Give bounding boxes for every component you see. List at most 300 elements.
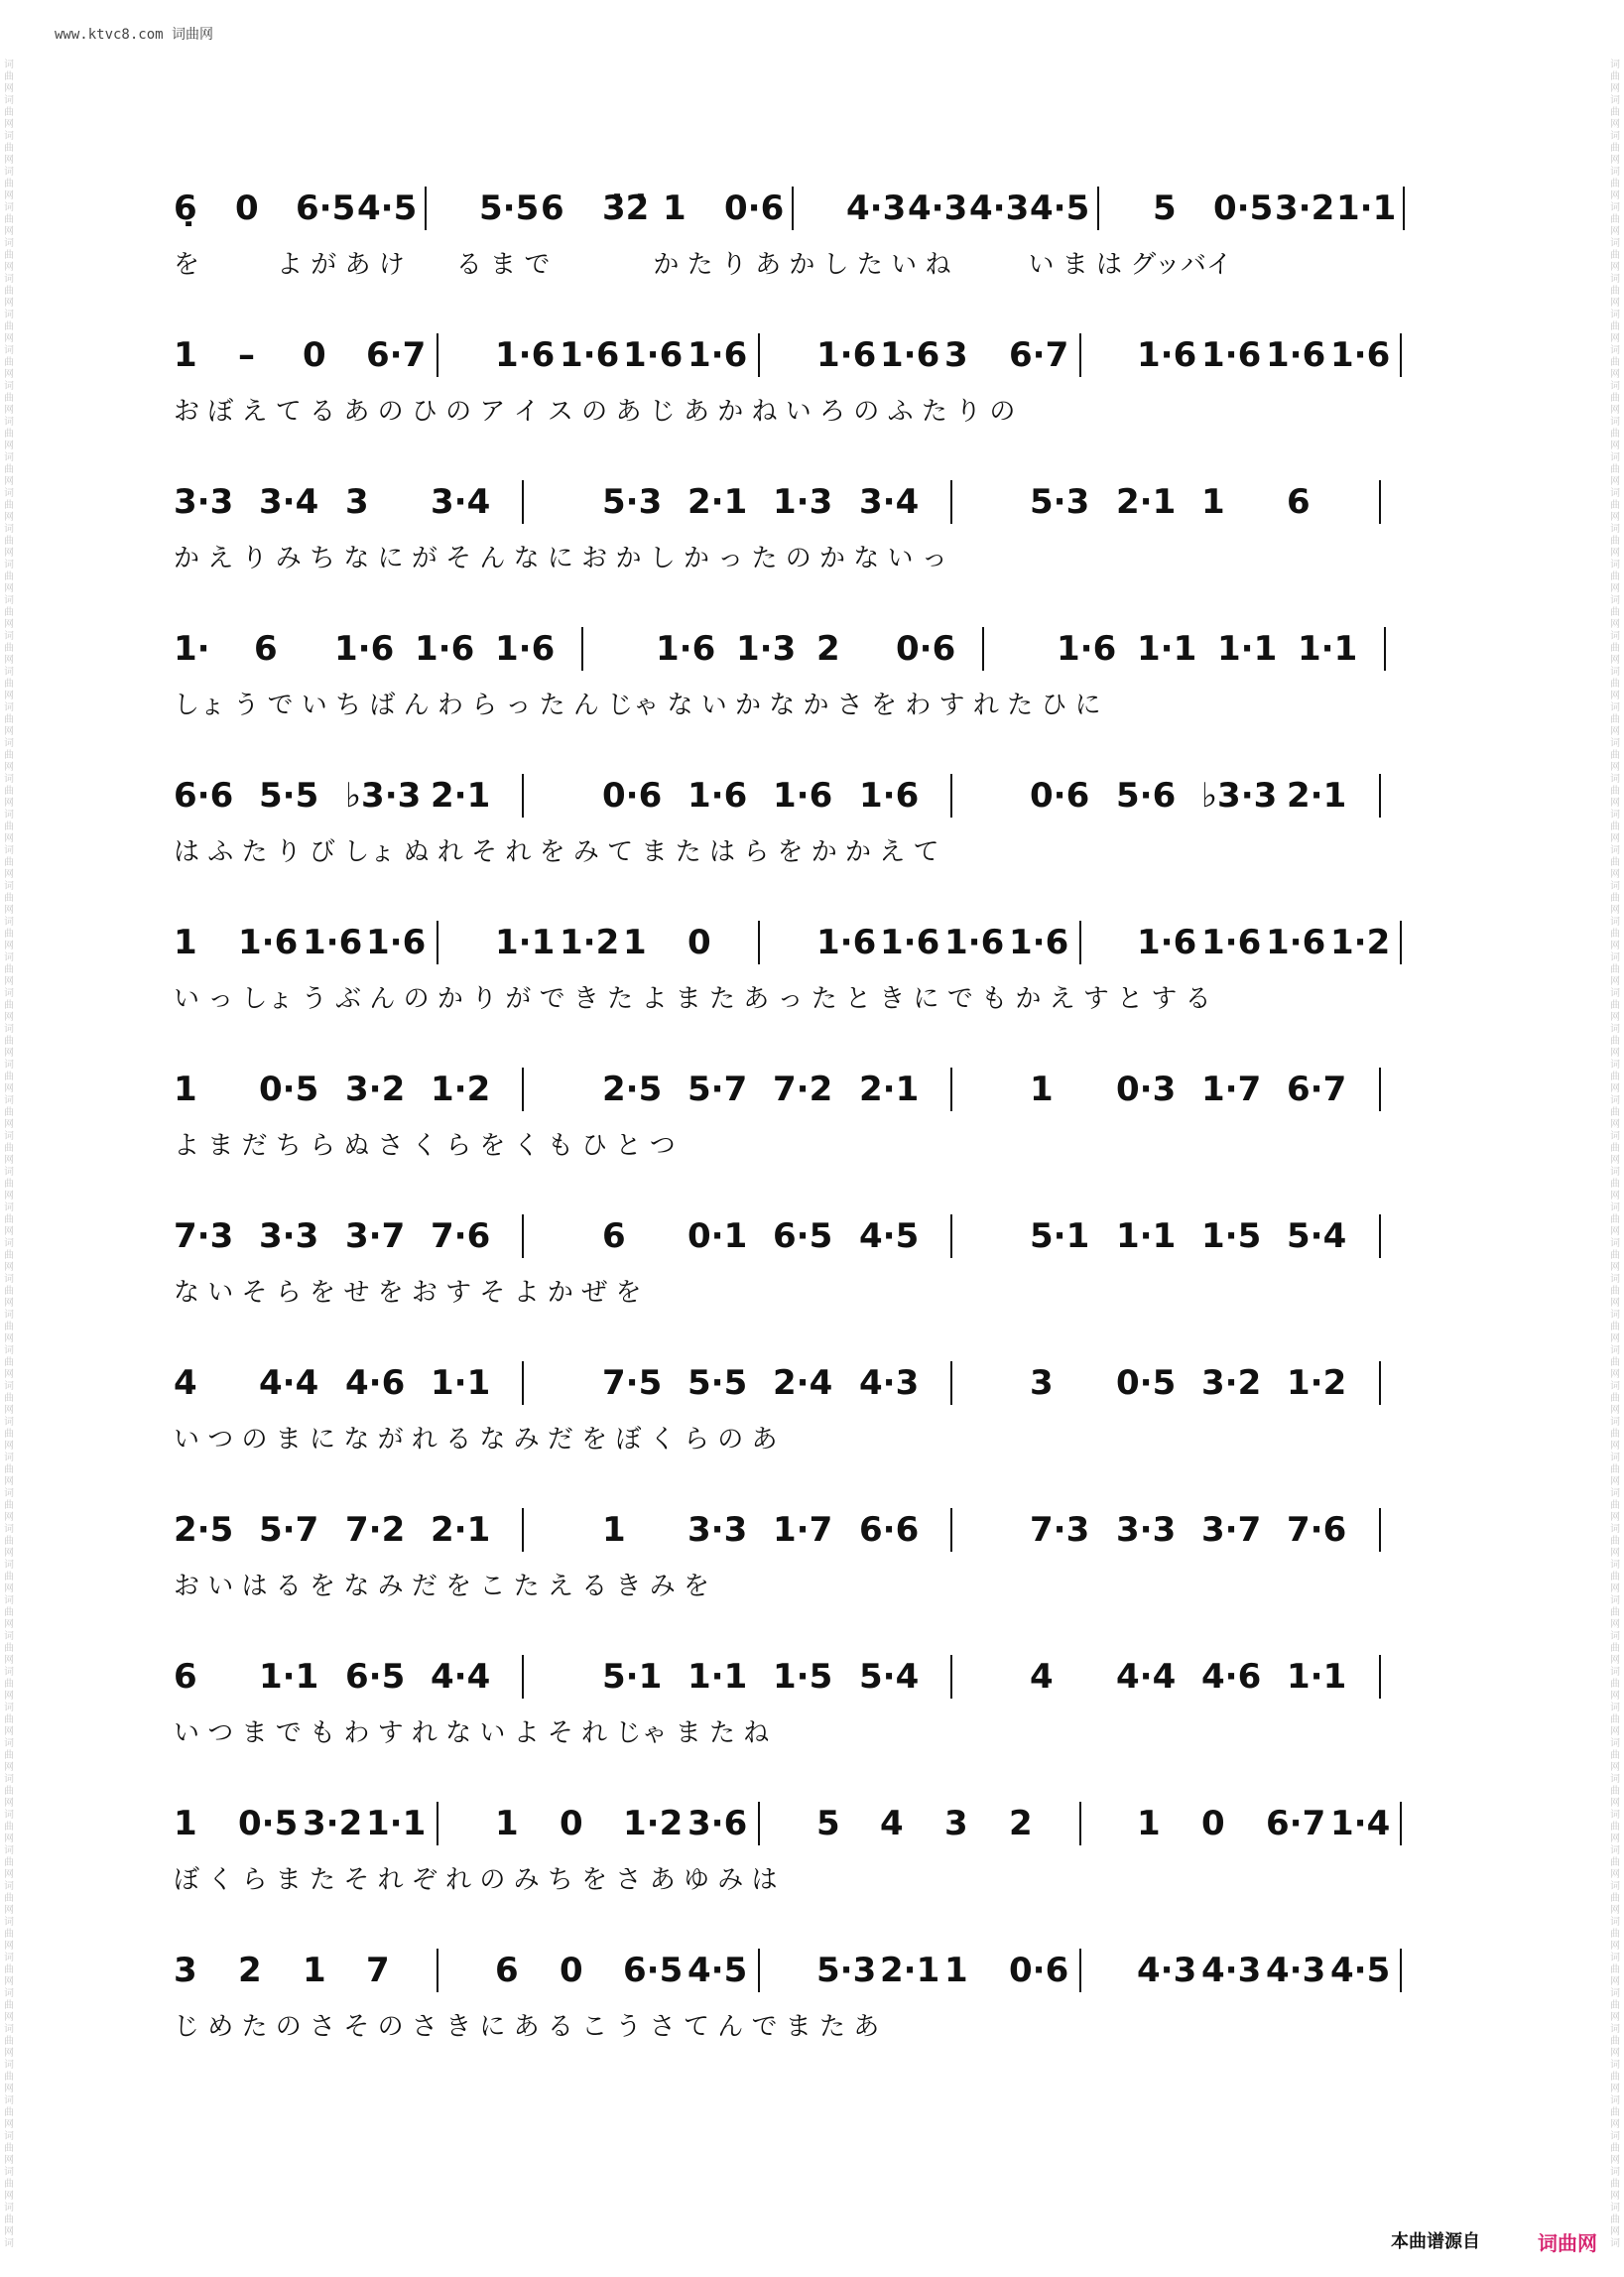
watermark-glyph: 网 [4,548,14,559]
watermark-glyph: 词 [4,917,14,928]
watermark-glyph: 词 [1610,1845,1620,1856]
watermark-glyph: 词 [4,1488,14,1499]
watermark-glyph: 词 [1610,774,1620,785]
note-group: 0·6 [1009,1951,1069,1990]
watermark-glyph: 曲 [4,1250,14,1261]
note-group: 1·6 [238,923,299,962]
barline [792,187,794,230]
watermark-glyph: 词 [1610,1310,1620,1321]
watermark-glyph: 曲 [4,822,14,832]
watermark-glyph: 曲 [4,1286,14,1297]
watermark-glyph: 网 [1610,762,1620,773]
watermark-glyph: 曲 [4,2107,14,2118]
watermark-glyph: 网 [4,1834,14,1844]
watermark-glyph: 词 [1610,1095,1620,1106]
note-group: 3·2 [1201,1363,1262,1403]
note-group: 2·1 [431,1510,491,1550]
note-group: 1 [944,1951,968,1990]
note-group: 1·1 [1137,629,1197,669]
watermark-glyph: 曲 [4,1107,14,1118]
note-group: 1·1 [687,1657,748,1697]
watermark-glyph: 网 [1610,2191,1620,2202]
watermark-glyph: 曲 [4,1786,14,1797]
watermark-glyph: 网 [4,1048,14,1059]
note-group: 3·3 [687,1510,748,1550]
watermark-glyph: 曲 [1610,1179,1620,1190]
watermark-glyph: 网 [4,262,14,273]
watermark-glyph: 词 [1610,1202,1620,1213]
watermark-glyph: 词 [4,1024,14,1035]
barline [522,1214,524,1258]
note-group: 2·5 [174,1510,234,1550]
note-group: 1·6 [303,923,363,962]
watermark-glyph: 网 [4,1226,14,1237]
watermark-glyph: 网 [4,762,14,773]
note-group: 6·6 [174,776,234,816]
note-group: 1·6 [687,335,748,375]
note-group: 1·6 [1266,335,1326,375]
note-group: 2·1 [880,1951,940,1990]
watermark-glyph: 网 [1610,1262,1620,1273]
note-group: 1·6 [1057,629,1117,669]
watermark-glyph: 词 [1610,1238,1620,1249]
watermark-glyph: 曲 [1610,500,1620,511]
watermark-glyph: 网 [4,1512,14,1523]
watermark-glyph: 曲 [4,143,14,154]
watermark-glyph: 曲 [1610,1643,1620,1654]
note-group: 0·6 [724,189,785,228]
note-group: 3·3 [259,1216,319,1256]
lyrics-line [174,532,1458,583]
note-group: 4·4 [259,1363,319,1403]
notation-line [174,325,1458,385]
note-group: 1·3 [736,629,797,669]
watermark-glyph: 网 [1610,976,1620,987]
watermark-glyph: 网 [4,726,14,737]
watermark-glyph: 曲 [4,1929,14,1940]
note-group: 0·5 [1116,1363,1177,1403]
watermark-glyph: 网 [1610,1119,1620,1130]
watermark-glyph: 词 [1610,60,1620,70]
watermark-glyph: 网 [4,369,14,380]
note-group: 1·6 [1009,923,1069,962]
note-group: 6 [254,629,278,669]
barline [1400,333,1402,377]
watermark-glyph: 网 [1610,1012,1620,1023]
watermark-glyph: 词 [4,595,14,606]
watermark-glyph: 网 [1610,1655,1620,1666]
watermark-glyph: 曲 [4,1714,14,1725]
watermark-glyph: 词 [4,667,14,678]
barline [1079,333,1081,377]
watermark-glyph: 词 [4,810,14,821]
watermark-glyph: 词 [4,60,14,70]
watermark-glyph: 词 [1610,1703,1620,1713]
watermark-glyph: 曲 [1610,1607,1620,1618]
watermark-glyph: 曲 [1610,857,1620,868]
watermark-glyph: 曲 [1610,536,1620,547]
barline [581,627,583,671]
note-group: 5 [1153,189,1177,228]
note-group: 3 [944,1804,968,1843]
lyrics-line [174,238,1458,290]
watermark-glyph: 曲 [4,786,14,797]
watermark-glyph: 曲 [4,2179,14,2190]
watermark-glyph: 网 [4,1119,14,1130]
note-group: 1 [495,1804,519,1843]
watermark-glyph: 曲 [1610,607,1620,618]
watermark-glyph: 曲 [1610,2072,1620,2083]
watermark-glyph: 词 [1610,131,1620,142]
watermark-glyph: 网 [4,976,14,987]
watermark-glyph: 网 [4,512,14,523]
watermark-glyph: 词 [1610,2131,1620,2142]
barline [1379,480,1381,524]
watermark-glyph: 曲 [4,893,14,904]
note-group: 2·5 [602,1070,663,1109]
watermark-glyph: 曲 [1610,2143,1620,2154]
watermark-glyph: 词 [4,988,14,999]
note-group: 3·7 [345,1216,406,1256]
note-group: 4 [174,1363,197,1403]
watermark-glyph: 曲 [1610,357,1620,368]
watermark-glyph: 网 [1610,2084,1620,2094]
note-group: 6·7 [1266,1804,1326,1843]
barline [1403,187,1405,230]
watermark-glyph: 曲 [1610,2000,1620,2011]
watermark-glyph: 网 [4,1905,14,1916]
note-group: 1·6 [687,776,748,816]
note-group: 6·6 [859,1510,920,1550]
barline [1379,1361,1381,1405]
note-group: 1·6 [366,923,427,962]
watermark-glyph: 词 [1610,702,1620,713]
watermark-glyph: 网 [1610,833,1620,844]
watermark-glyph: 网 [1610,941,1620,951]
watermark-glyph: 词 [1610,238,1620,249]
watermark-glyph: 词 [4,1274,14,1285]
watermark-glyph: 词 [1610,1453,1620,1463]
note-group: 1·2 [1330,923,1391,962]
note-group: 0·5 [1213,189,1274,228]
barline [950,774,952,818]
lyrics-line [174,825,1458,877]
watermark-glyph: 词 [1610,1345,1620,1356]
watermark-glyph: 词 [4,881,14,892]
barline [522,1361,524,1405]
watermark-glyph: 词 [1610,1274,1620,1285]
watermark-glyph: 网 [4,1369,14,1380]
watermark-glyph: 词 [4,1095,14,1106]
watermark-glyph: 网 [4,2012,14,2023]
watermark-glyph: 曲 [1610,1857,1620,1868]
watermark-glyph: 网 [4,869,14,880]
watermark-glyph: 网 [4,941,14,951]
watermark-glyph: 曲 [4,500,14,511]
note-group: 4·5 [1030,189,1090,228]
watermark-glyph: 网 [1610,262,1620,273]
notation-line [174,472,1458,532]
watermark-glyph: 曲 [1610,714,1620,725]
score-system [174,1206,1458,1353]
watermark-glyph: 曲 [1610,2214,1620,2225]
barline [425,187,427,230]
note-group: 4·3 [1266,1951,1326,1990]
score-system [174,619,1458,766]
watermark-glyph: 网 [1610,2012,1620,2023]
watermark-glyph: 网 [4,691,14,701]
note-group: 1·2 [431,1070,491,1109]
watermark-glyph: 曲 [1610,1750,1620,1761]
watermark-glyph: 网 [1610,798,1620,809]
note-group: 1·6 [880,923,940,962]
note-group: 6 [174,1657,197,1697]
watermark-glyph: 曲 [1610,1250,1620,1261]
watermark-glyph: 网 [4,583,14,594]
watermark-glyph: 词 [4,1810,14,1821]
note-group: 1·7 [1201,1070,1262,1109]
watermark-glyph: 曲 [4,214,14,225]
watermark-glyph: 网 [1610,1941,1620,1952]
note-group: 4·3 [1201,1951,1262,1990]
barline [1079,1802,1081,1845]
note-group: 1 [174,1070,197,1109]
watermark-glyph: 词 [4,131,14,142]
watermark-glyph: 网 [4,1476,14,1487]
barline [758,1802,760,1845]
watermark-glyph: 曲 [4,857,14,868]
watermark-glyph: 网 [4,1869,14,1880]
barline [950,1655,952,1699]
note-group: 1 [602,1510,626,1550]
watermark-glyph: 曲 [1610,679,1620,690]
note-group: 1·1 [1287,1657,1347,1697]
watermark-glyph: 词 [1610,452,1620,463]
watermark-glyph: 词 [1610,1595,1620,1606]
lyrics-text: は ふ た り び しょ ぬ れ そ れ を み て ま た は ら を か か え て [174,837,939,867]
watermark-glyph: 曲 [1610,1107,1620,1118]
watermark-glyph: 曲 [4,286,14,297]
watermark-glyph: 词 [1610,1131,1620,1142]
notation-line [174,179,1458,238]
watermark-glyph: 网 [1610,583,1620,594]
watermark-glyph: 词 [4,1953,14,1963]
barline [1379,1655,1381,1699]
watermark-glyph: 词 [1610,1060,1620,1071]
watermark-glyph: 曲 [4,250,14,261]
watermark-glyph: 曲 [1610,893,1620,904]
note-group: 2·1 [859,1070,920,1109]
watermark-glyph: 网 [4,1012,14,1023]
watermark-glyph: 曲 [1610,1572,1620,1582]
lyrics-line [174,1707,1458,1758]
note-group: 3·2 [345,1070,406,1109]
note-group: 3·4 [859,482,920,522]
watermark-glyph: 曲 [4,107,14,118]
watermark-glyph: 网 [4,798,14,809]
note-group: 4·4 [1116,1657,1177,1697]
watermark-glyph: 网 [1610,655,1620,666]
lyrics-line [174,1560,1458,1611]
note-group: 4·5 [357,189,418,228]
watermark-glyph: 曲 [4,1000,14,1011]
watermark-glyph: 曲 [1610,2107,1620,2118]
watermark-glyph: 网 [1610,548,1620,559]
watermark-glyph: 词 [4,2060,14,2071]
watermark-glyph: 词 [1610,1917,1620,1928]
watermark-glyph: 曲 [4,2036,14,2047]
watermark-glyph: 词 [4,560,14,570]
watermark-glyph: 曲 [1610,214,1620,225]
watermark-glyph: 网 [1610,869,1620,880]
watermark-glyph: 网 [4,1298,14,1309]
watermark-glyph: 词 [1610,917,1620,928]
note-group: 0·6 [896,629,956,669]
note-group: 3·2 [303,1804,363,1843]
watermark-glyph: 网 [4,1726,14,1737]
note-group: 1·6 [1330,335,1391,375]
barline [758,921,760,964]
score-system [174,1794,1458,1941]
note-group: 4·4 [431,1657,491,1697]
watermark-glyph: 网 [4,833,14,844]
notation-line [174,766,1458,825]
watermark-glyph: 网 [4,226,14,237]
watermark-glyph: 网 [1610,1834,1620,1844]
watermark-glyph: 词 [4,95,14,106]
note-group: 5·5 [479,189,540,228]
note-group: 0·6 [1030,776,1090,816]
watermark-glyph: 词 [1610,631,1620,642]
watermark-glyph: 词 [4,1845,14,1856]
barline [437,333,438,377]
watermark-glyph: 词 [4,845,14,856]
note-group: 0·5 [259,1070,319,1109]
barline [522,1655,524,1699]
watermark-glyph: 网 [4,2084,14,2094]
barline [437,1949,438,1992]
note-group: 1·6 [1201,335,1262,375]
watermark-glyph: 词 [4,1917,14,1928]
watermark-glyph: 曲 [4,2072,14,2083]
watermark-glyph: 词 [1610,2095,1620,2106]
watermark-glyph: 词 [4,1060,14,1071]
watermark-glyph: 网 [1610,155,1620,166]
barline [522,774,524,818]
watermark-glyph: 网 [4,1619,14,1630]
note-group: 3 [174,1951,197,1990]
note-group: 3 [345,482,369,522]
watermark-glyph: 词 [4,310,14,320]
note-group: 4 [880,1804,904,1843]
watermark-glyph: 词 [1610,2167,1620,2178]
watermark-glyph: 网 [4,1798,14,1809]
note-group: 1·6 [623,335,684,375]
watermark-glyph: 词 [4,1881,14,1892]
watermark-glyph: 网 [1610,1333,1620,1344]
watermark-glyph: 词 [4,381,14,392]
watermark-glyph: 曲 [1610,71,1620,82]
note-group: 5·3 [602,482,663,522]
score-system [174,1647,1458,1794]
barline [1079,1949,1081,1992]
watermark-glyph: 曲 [1610,1929,1620,1940]
note-group: 6·5 [623,1951,684,1990]
watermark-glyph: 词 [4,1667,14,1678]
barline [1097,187,1099,230]
watermark-glyph: 网 [1610,83,1620,94]
note-group: 1·6 [816,335,877,375]
note-group: 0 [235,189,259,228]
note-group: 1 [174,923,197,962]
watermark-glyph: 网 [4,1333,14,1344]
lyrics-line [174,1853,1458,1905]
notation-line [174,1941,1458,2000]
score-system [174,325,1458,472]
watermark-glyph: 词 [4,1524,14,1535]
note-group: 3·3 [174,482,234,522]
note-group: 7·2 [773,1070,833,1109]
watermark-glyph: 曲 [4,1214,14,1225]
note-group: 1·7 [773,1510,833,1550]
watermark-glyph: 曲 [4,2214,14,2225]
note-group: 1·6 [880,335,940,375]
site-header: www.ktvc8.com 词曲网 [55,27,214,43]
note-group: 7·6 [1287,1510,1347,1550]
watermark-glyph: 词 [1610,1631,1620,1642]
watermark-glyph: 词 [1610,2024,1620,2035]
watermark-glyph: 网 [1610,1583,1620,1594]
watermark-glyph: 网 [4,190,14,201]
watermark-glyph: 词 [4,1131,14,1142]
watermark-glyph: 词 [1610,1774,1620,1785]
note-group: 1 [303,1951,326,1990]
watermark-glyph: 网 [4,2226,14,2237]
watermark-glyph: 曲 [4,2143,14,2154]
watermark-glyph: 词 [4,1453,14,1463]
note-group: 4·3 [969,189,1030,228]
note-group: 4·3 [859,1363,920,1403]
watermark-glyph: 词 [4,2203,14,2214]
note-group: 3·7 [1201,1510,1262,1550]
note-group: 4·6 [345,1363,406,1403]
note-group: 5·7 [259,1510,319,1550]
watermark-glyph: 词 [4,1703,14,1713]
note-group: 1·3 [773,482,833,522]
lyrics-line [174,972,1458,1024]
watermark-glyph: 词 [4,452,14,463]
watermark-strip-right [1608,0,1622,2277]
note-group: 1·6 [334,629,395,669]
watermark-glyph: 曲 [4,1393,14,1404]
note-group: 1·2 [560,923,620,962]
watermark-glyph: 曲 [1610,1822,1620,1833]
watermark-glyph: 网 [1610,2226,1620,2237]
barline [982,627,984,671]
watermark-glyph: 网 [1610,1298,1620,1309]
watermark-glyph: 词 [4,524,14,535]
note-group: 0·3 [1116,1070,1177,1109]
notation-line [174,619,1458,679]
note-group: 1·5 [1201,1216,1262,1256]
watermark-glyph: 网 [4,905,14,916]
note-group: 3̇2̇ [602,189,650,228]
watermark-glyph: 网 [4,441,14,451]
watermark-glyph: 词 [4,952,14,963]
watermark-glyph: 网 [4,2191,14,2202]
watermark-glyph: 网 [4,1691,14,1702]
note-group: 7·3 [1030,1510,1090,1550]
